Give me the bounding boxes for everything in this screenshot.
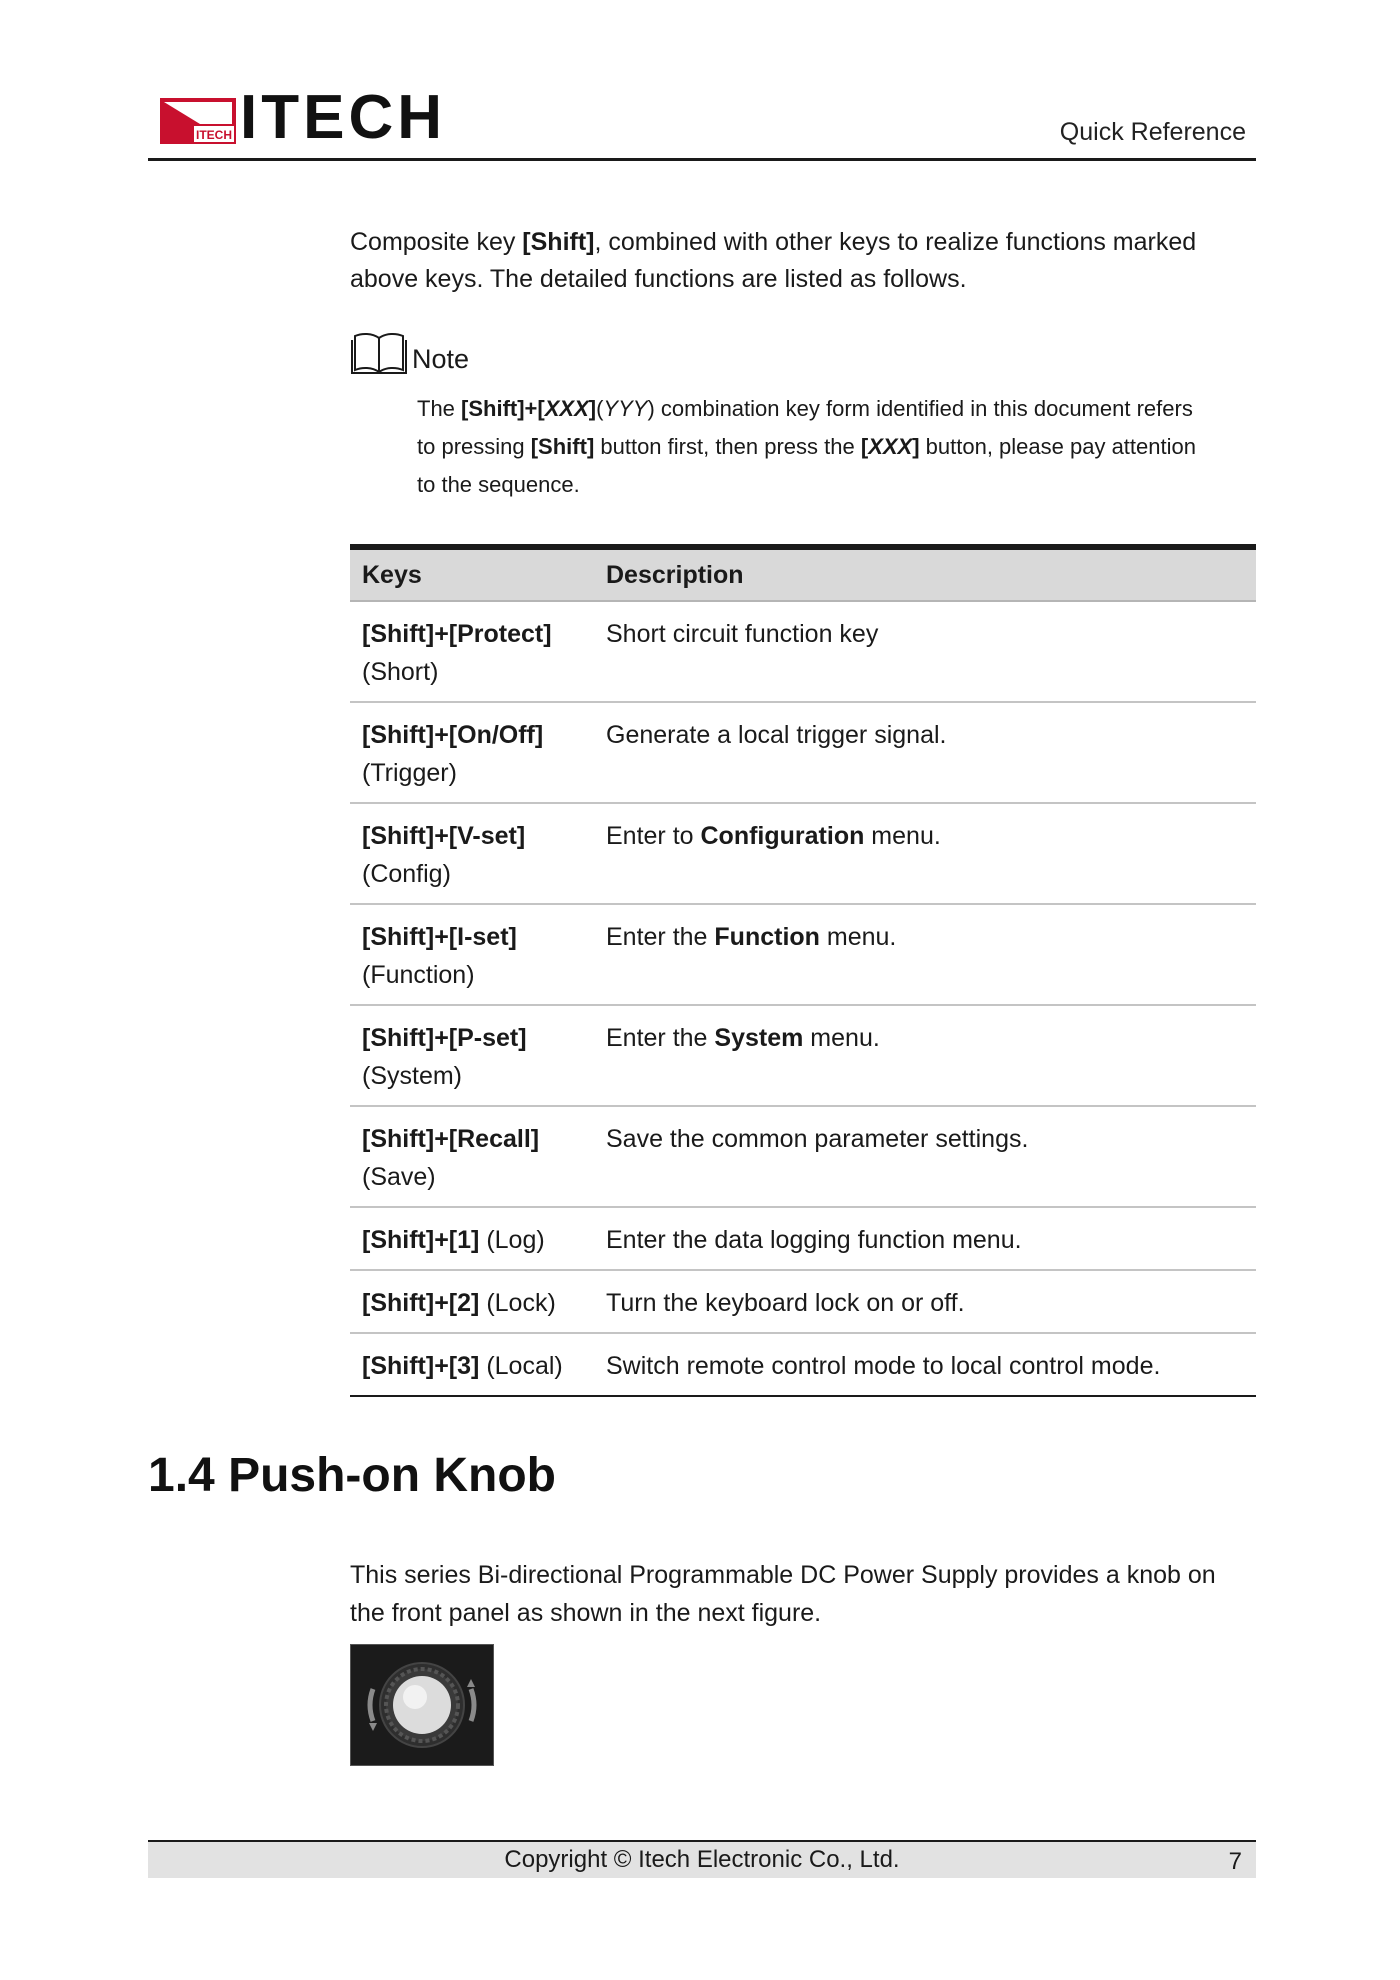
itech-logo (148, 83, 448, 152)
key-cell (350, 1270, 594, 1333)
note-text: ( (596, 396, 604, 421)
key-combo: [Shift]+[3] (362, 1352, 480, 1380)
key-combo: [Shift]+[1] (362, 1226, 480, 1254)
key-alias: (Trigger) (362, 759, 457, 787)
note-body (417, 390, 1217, 504)
key-alias: (Short) (362, 658, 439, 686)
key-combo: [Shift]+[Recall] (362, 1125, 540, 1153)
note-alias-placeholder: YYY (603, 396, 648, 421)
key-cell (350, 1106, 594, 1207)
shift-keys-table (350, 544, 1256, 1397)
key-alias: (Log) (486, 1226, 545, 1254)
page-footer (148, 1840, 1256, 1878)
description-text: menu. (803, 1024, 880, 1052)
knob-image (351, 1645, 493, 1765)
description-cell (594, 904, 1256, 1005)
table-row (350, 904, 1256, 1005)
section-body: This series Bi-directional Programmable DC Power Supply provides a knob on the front panel as shown in the next figure. (350, 1561, 1216, 1627)
description-cell (594, 1106, 1256, 1207)
key-combo: [Shift]+[Protect] (362, 620, 552, 648)
column-header-keys: Keys (350, 547, 594, 601)
description-cell (594, 1333, 1256, 1396)
key-cell (350, 1333, 594, 1396)
note-key: ] (588, 396, 597, 421)
note-key: ] (912, 434, 920, 459)
description-text: Enter the (606, 923, 715, 951)
key-cell (350, 1005, 594, 1106)
key-combo: [Shift]+[On/Off] (362, 721, 544, 749)
description-cell (594, 1207, 1256, 1270)
header-title: Quick Reference (1059, 118, 1246, 146)
itech-logo-mark (160, 98, 236, 144)
note-key: [Shift]+[ (461, 396, 545, 421)
table-row (350, 601, 1256, 702)
copyright-text: Copyright © Itech Electronic Co., Ltd. (504, 1846, 900, 1873)
table-header-row (350, 547, 1256, 601)
note-key: [ (860, 434, 869, 459)
description-cell (594, 1005, 1256, 1106)
key-alias: (Config) (362, 860, 451, 888)
key-alias: (Save) (362, 1163, 436, 1191)
table-row (350, 1005, 1256, 1106)
description-text: Enter the data logging function menu. (606, 1226, 1022, 1254)
note-text: ) combination key form identified in this document refers to pressing (417, 396, 1193, 459)
intro-paragraph (350, 224, 1250, 298)
key-cell (350, 803, 594, 904)
description-text: Generate a local trigger signal. (606, 721, 947, 749)
description-cell (594, 1270, 1256, 1333)
table-row (350, 1333, 1256, 1396)
note-key: [Shift] (530, 434, 595, 459)
description-text: menu. (819, 923, 897, 951)
key-alias: (Function) (362, 961, 475, 989)
key-combo: [Shift]+[P-set] (362, 1024, 527, 1052)
description-menu-name: Function (714, 923, 820, 951)
description-cell (594, 702, 1256, 803)
key-alias: (Lock) (486, 1289, 556, 1317)
table-row (350, 1106, 1256, 1207)
key-combo: [Shift]+[2] (362, 1289, 480, 1317)
description-text: Enter to (606, 822, 701, 850)
key-combo: [Shift]+[V-set] (362, 822, 526, 850)
description-text: Save the common parameter settings. (606, 1125, 1029, 1153)
knob-figure (350, 1644, 494, 1766)
section-title: 1.4 Push-on Knob (148, 1449, 556, 1502)
page-number: 7 (1228, 1848, 1242, 1875)
logo-mark-text: ITECH (196, 128, 232, 142)
description-menu-name: System (714, 1024, 804, 1052)
open-book-icon (350, 330, 408, 374)
key-cell (350, 702, 594, 803)
note-text: button first, then press the (594, 434, 861, 459)
note-key-placeholder: XXX (868, 434, 913, 459)
description-menu-name: Configuration (700, 822, 865, 850)
logo-wordmark: ITECH (240, 83, 446, 152)
key-alias: (Local) (486, 1352, 563, 1380)
description-text: Turn the keyboard lock on or off. (606, 1289, 965, 1317)
note-text: button, please pay attention to the sequence. (417, 434, 1196, 497)
description-cell (594, 601, 1256, 702)
note-text: The (417, 396, 462, 421)
table-row (350, 702, 1256, 803)
key-cell (350, 1207, 594, 1270)
intro-post: , combined with other keys to realize functions marked above keys. The detailed functions are listed as follows. (350, 228, 1197, 293)
table-row (350, 1207, 1256, 1270)
description-text: Switch remote control mode to local control mode. (606, 1352, 1161, 1380)
description-text: Enter the (606, 1024, 715, 1052)
page-header (148, 83, 1256, 161)
key-combo: [Shift]+[I-set] (362, 923, 517, 951)
column-header-description: Description (594, 547, 1256, 601)
key-alias: (System) (362, 1062, 462, 1090)
intro-pre: Composite key (350, 228, 523, 256)
description-cell (594, 803, 1256, 904)
note-label: Note (412, 344, 470, 374)
table-row (350, 1270, 1256, 1333)
table-row (350, 803, 1256, 904)
intro-key: [Shift] (522, 228, 595, 256)
description-text: Short circuit function key (606, 620, 879, 648)
key-cell (350, 904, 594, 1005)
key-cell (350, 601, 594, 702)
description-text: menu. (864, 822, 941, 850)
note-key-placeholder: XXX (544, 396, 589, 421)
